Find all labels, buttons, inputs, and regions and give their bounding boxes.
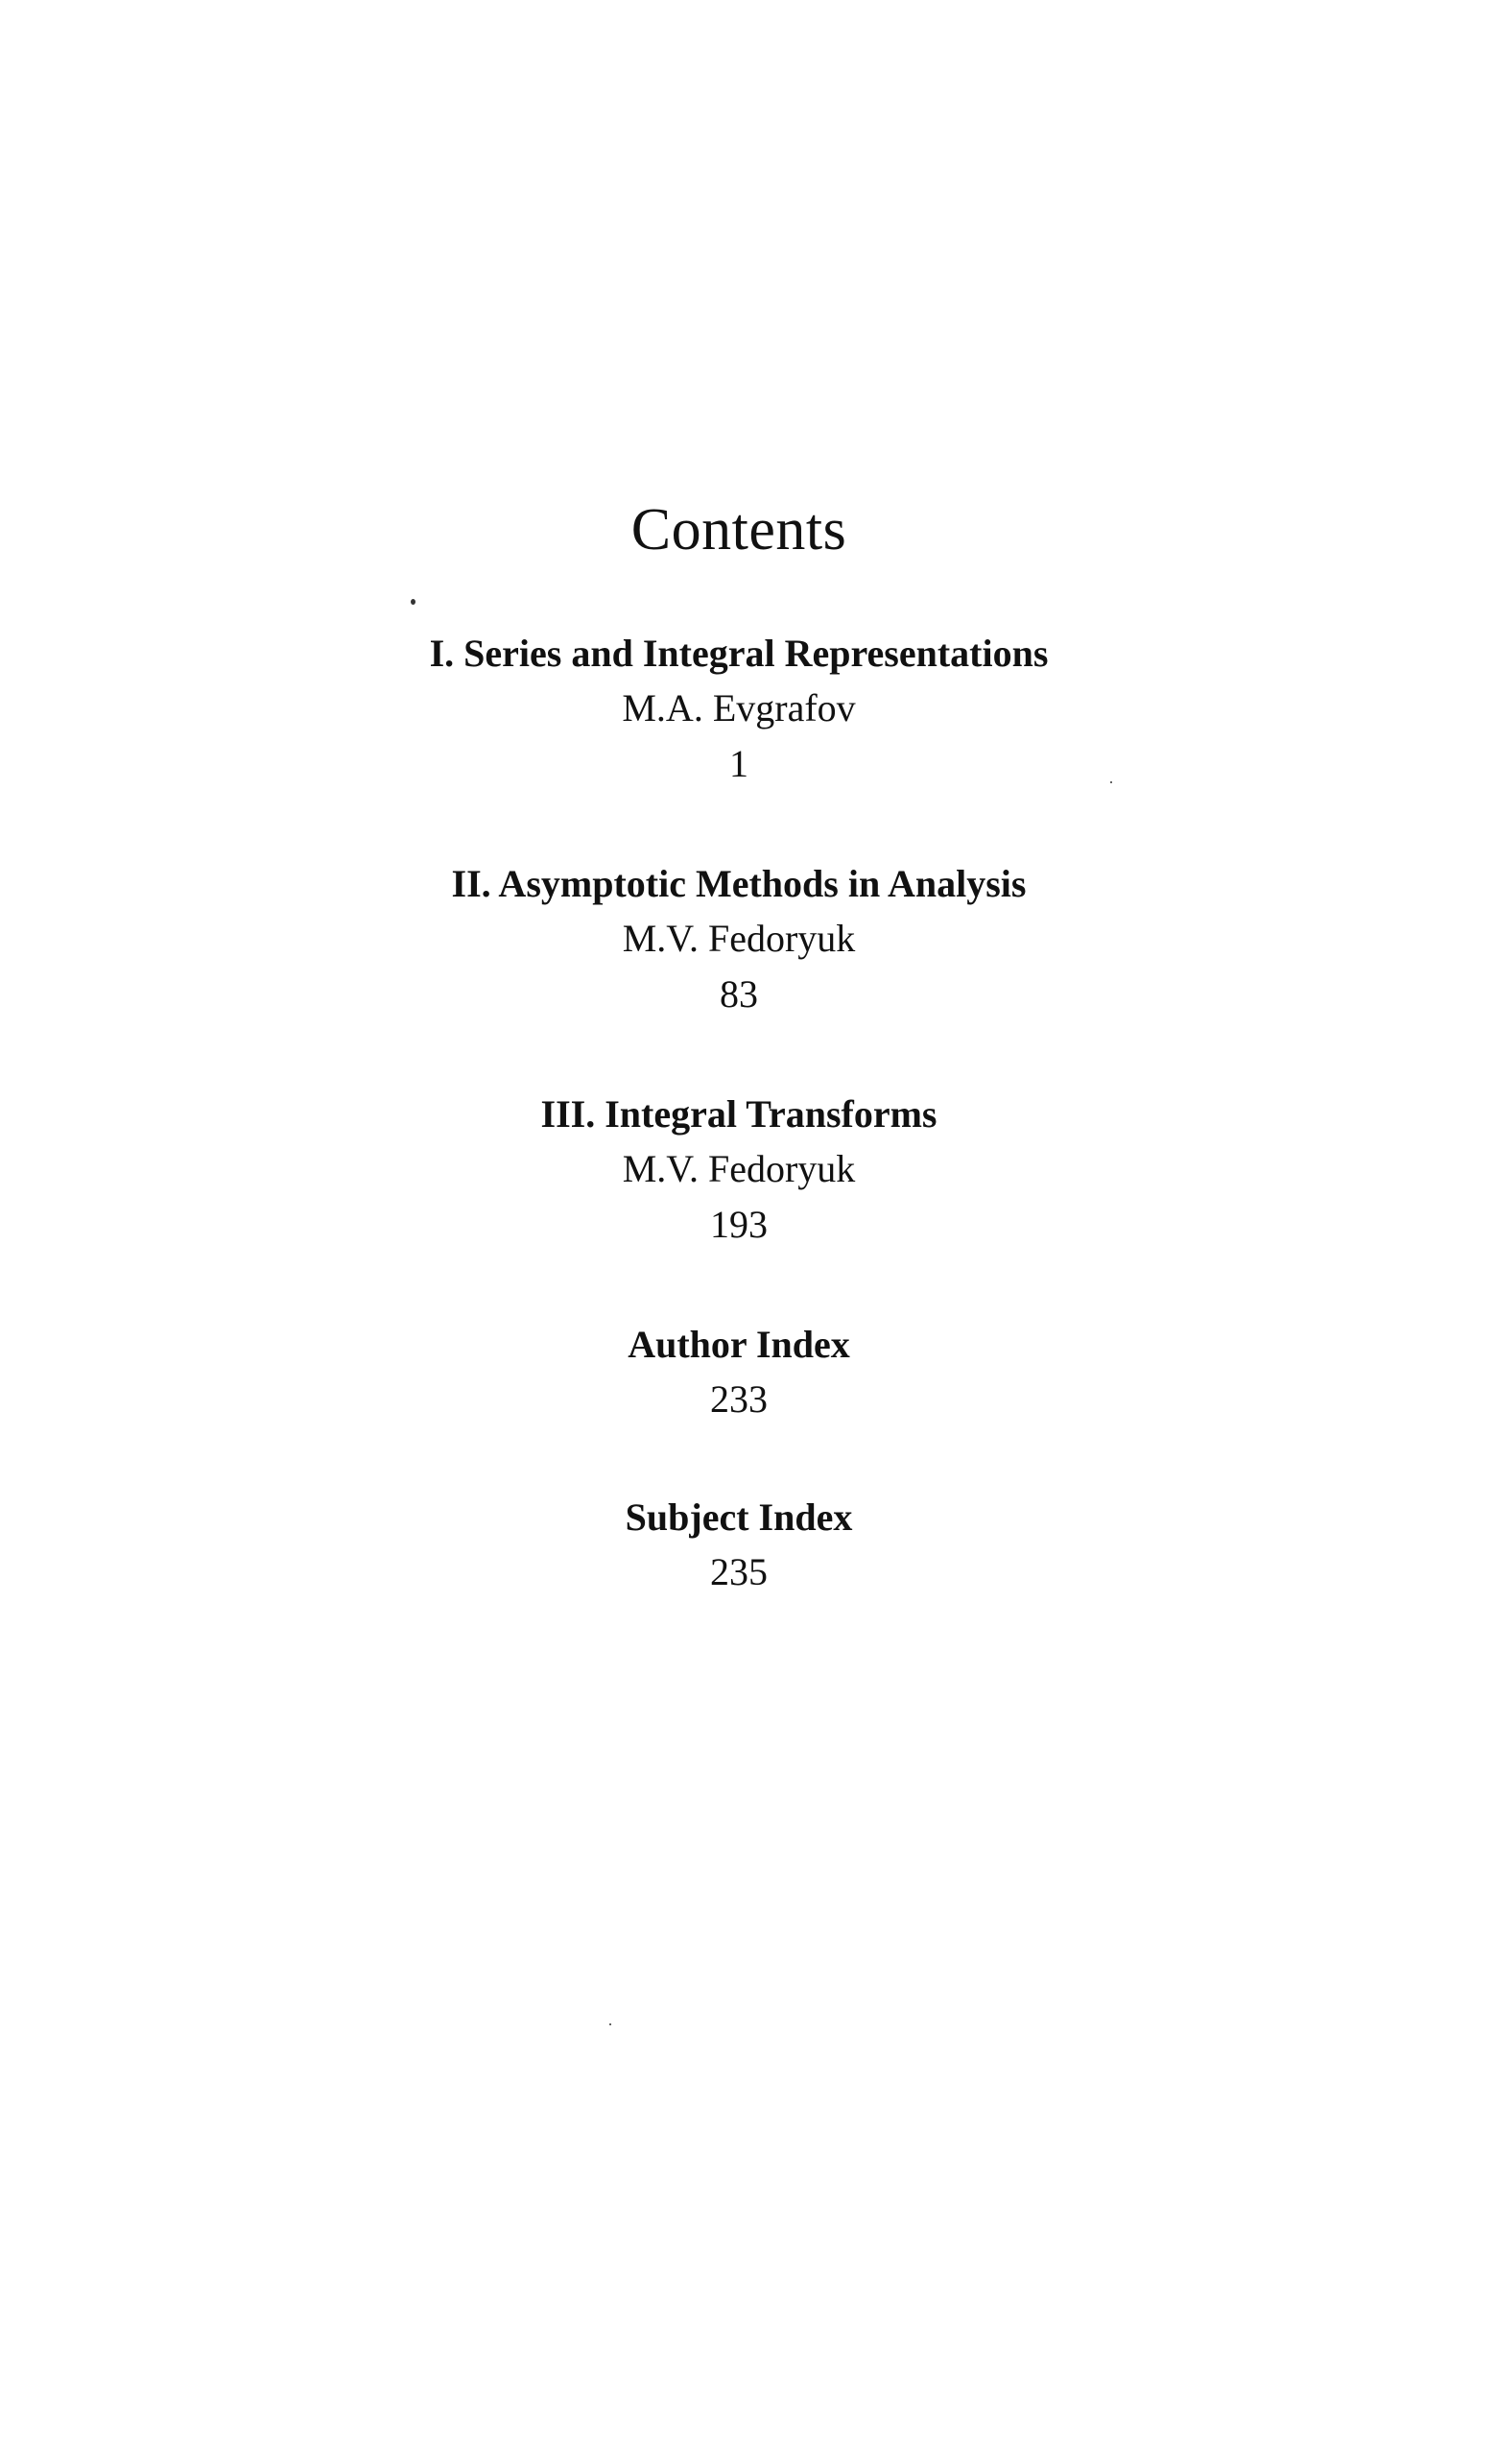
toc-entry-page-number: 83 [720,972,758,1016]
toc-entry-author-index[interactable] [0,1318,1478,1427]
toc-entry-3[interactable] [0,1088,1478,1253]
toc-entry-page-number: 233 [710,1377,768,1421]
toc-entry-page-number: 193 [710,1203,768,1246]
toc-entry-title: Subject Index [625,1495,853,1539]
toc-entry-page-number: 1 [729,742,748,785]
toc-entry-author: M.V. Fedoryuk [622,917,856,960]
toc-entry-page-number: 235 [710,1550,768,1593]
toc-entry-2[interactable] [0,857,1478,1022]
page-title: Contents [630,496,847,562]
toc-entry-1[interactable] [0,627,1478,792]
toc-entry-title: I. Series and Integral Representations [429,632,1049,675]
toc-entry-title: Author Index [628,1323,850,1366]
scan-speck [609,2023,611,2025]
toc-entry-title: II. Asymptotic Methods in Analysis [451,862,1027,905]
toc-entry-author: M.V. Fedoryuk [622,1147,856,1190]
toc-entry-author: M.A. Evgrafov [622,686,856,730]
toc-entry-title: III. Integral Transforms [540,1092,937,1136]
scan-speck [411,599,415,605]
toc-entry-subject-index[interactable] [0,1491,1478,1600]
